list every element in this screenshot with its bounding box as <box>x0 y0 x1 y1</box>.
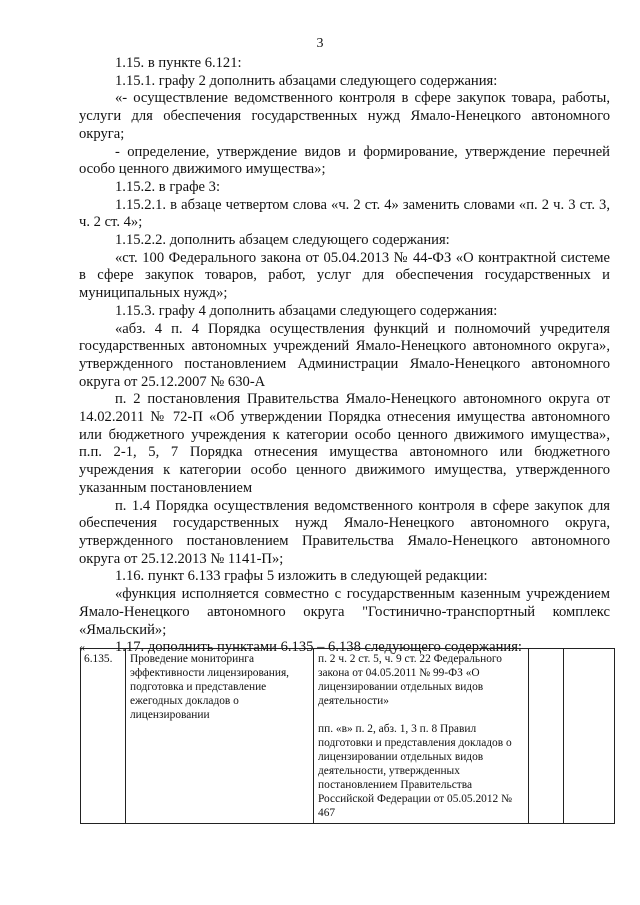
paragraph: «- осуществление ведомственного контроля в сфере закупок товара, работы, услуги для обеспечения государственных нужд Ямало-Ненецкого автономного округа; <box>79 90 610 142</box>
paragraph: 1.15.3. графу 4 дополнить абзацами следующего содержания: <box>115 302 498 319</box>
paragraph: 1.15. в пункте 6.121: <box>115 55 242 71</box>
paragraph: «абз. 4 п. 4 Порядка осуществления функций и полномочий учредителя государственных автономных учреждений Ямало-Ненецкого автономного округа», утвержденного постановлением Администрации Ямало-Ненецкого автономного округа от 25.12.2007 № 630-А <box>79 320 610 390</box>
paragraph: 1.15.2. в графе 3: <box>115 178 221 195</box>
paragraph: 1.17. дополнить пунктами 6.135 – 6.138 следующего содержания: <box>115 639 522 656</box>
page-number: 3 <box>316 36 324 51</box>
functions-table <box>80 648 615 824</box>
row-number-cell: 6.135. <box>81 649 126 824</box>
table-row <box>81 649 615 824</box>
function-cell <box>126 649 314 824</box>
paragraph: «функция исполняется совместно с государственным казенным учреждением Ямало-Ненецкого автономного округа "Гостинично-транспортный комплекс «Ямальский»; <box>79 586 610 638</box>
paragraph: 1.16. пункт 6.133 графы 5 изложить в следующей редакции: <box>115 568 488 585</box>
empty-cell <box>564 649 615 824</box>
paragraph: п. 1.4 Порядка осуществления ведомственного контроля в сфере закупок для обеспечения государственных нужд Ямало-Ненецкого автономного округа, утвержденного постановлением Правительства Ямало-Ненецкого автономного округа от 25.12.2013 № 1141-П»; <box>79 497 610 567</box>
opening-quote: « <box>79 640 85 654</box>
paragraph: 1.15.1. графу 2 дополнить абзацами следующего содержания: <box>115 72 498 89</box>
paragraph: «ст. 100 Федерального закона от 05.04.2013 № 44-ФЗ «О контрактной системе в сфере закупок товаров, работ, услуг для обеспечения государственных и муниципальных нужд»; <box>79 249 610 302</box>
paragraph: 1.15.2.1. в абзаце четвертом слова «ч. 2 ст. 4» заменить словами «п. 2 ч. 3 ст. 3, ч. 2 ст. 4»; <box>79 196 610 231</box>
function-text: Проведение мониторинга эффективности лицензирования, подготовка и представление ежегодных докладов о лицензировании <box>130 653 290 721</box>
legal-basis-text: пп. «в» п. 2, абз. 1, 3 п. 8 Правил подготовки и представления докладов о лицензировании отдельных видов деятельности, утвержденных постановлением Правительства Российской Федерации от 05.05.2012 № 467 <box>318 723 512 819</box>
paragraph: п. 2 постановления Правительства Ямало-Ненецкого автономного округа от 14.02.2011 № 72-П «Об утверждении Порядка отнесения имущества автономного или бюджетного учреждения к категории особо ценного движимого имущества», п.п. 2-1, 5, 7 Порядка отнесения имущества автономного или бюджетного учреждения к категории особо ценного движимого имущества, утвержденного указанным постановлением <box>79 391 610 496</box>
legal-basis-cell <box>314 649 529 824</box>
document-body <box>79 55 610 657</box>
legal-basis-text: п. 2 ч. 2 ст. 5, ч. 9 ст. 22 Федерального закона от 04.05.2011 № 99-ФЗ «О лицензировании отдельных видов деятельности» <box>318 653 503 707</box>
empty-cell <box>529 649 564 824</box>
paragraph: 1.15.2.2. дополнить абзацем следующего содержания: <box>115 232 450 249</box>
paragraph: - определение, утверждение видов и формирование, утверждение перечней особо ценного движимого имущества»; <box>79 143 610 178</box>
